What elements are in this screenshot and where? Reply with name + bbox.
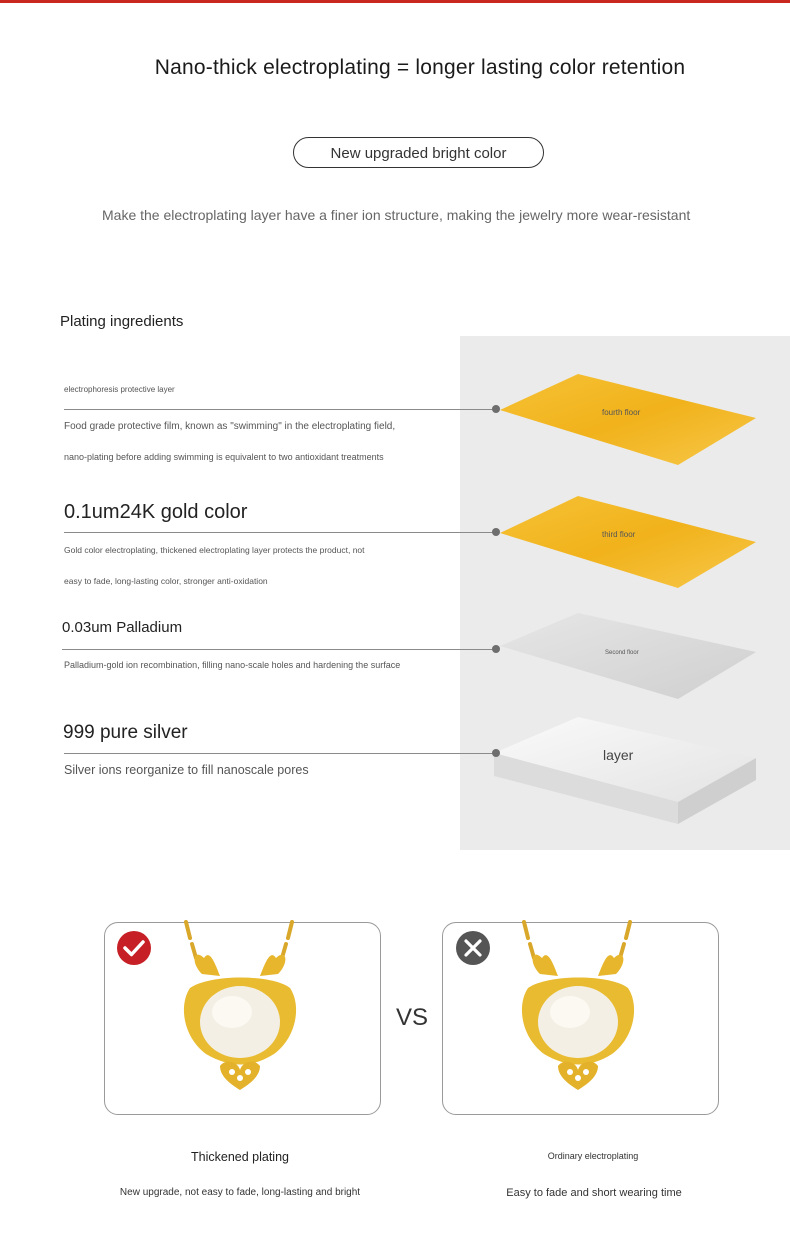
layer-heading-gold: 0.1um24K gold color [64,501,248,523]
leader-dot [492,405,500,413]
necklace-image-thick [160,918,320,1098]
page-headline: Nano-thick electroplating = longer lasting color retention [154,56,686,79]
necklace-image-ordinary [498,918,658,1098]
check-icon [116,930,152,966]
upgrade-badge: New upgraded bright color [293,137,544,168]
layer-desc-line: Palladium-gold ion recombination, filling nano-scale holes and hardening the surface [64,660,401,670]
layer-desc-line: Silver ions reorganize to fill nanoscale pores [64,763,309,777]
subtitle-text: Make the electroplating layer have a finer ion structure, making the jewelry more wear-resistant [102,207,691,223]
layer-desc-line: nano-plating before adding swimming is equivalent to two antioxidant treatments [64,452,384,462]
base-layer-label: layer [603,747,634,763]
ordinary-plating-desc: Easy to fade and short wearing time [506,1187,682,1199]
leader-dot [492,645,500,653]
second-floor-plate [500,613,756,699]
top-accent-bar [0,0,790,3]
fourth-floor-label: fourth floor [602,408,641,417]
layer-desc-line: Gold color electroplating, thickened electroplating layer protects the product, not [64,545,365,555]
fourth-floor-plate [500,374,756,465]
second-floor-label: Second floor [605,650,639,656]
versus-label: VS [396,1004,429,1031]
leader-line [64,532,496,533]
ordinary-plating-title: Ordinary electroplating [547,1151,639,1161]
third-floor-plate [500,496,756,588]
layer-heading-electrophoresis: electrophoresis protective layer [64,385,175,394]
thick-plating-desc: New upgrade, not easy to fade, long-lasting and bright [119,1187,361,1198]
leader-line [64,753,496,754]
cross-icon [455,930,491,966]
layer-heading-silver: 999 pure silver [63,722,188,743]
leader-line [64,409,496,410]
thick-plating-title: Thickened plating [191,1150,289,1164]
plating-section-title: Plating ingredients [60,313,184,330]
leader-line [62,649,496,650]
layer-heading-palladium: 0.03um Palladium [62,619,183,636]
layer-desc-line: easy to fade, long-lasting color, stronger anti-oxidation [64,576,268,586]
third-floor-label: third floor [602,530,636,539]
layer-desc-line: Food grade protective film, known as "swimming" in the electroplating field, [64,421,396,432]
leader-dot [492,528,500,536]
leader-dot [492,749,500,757]
